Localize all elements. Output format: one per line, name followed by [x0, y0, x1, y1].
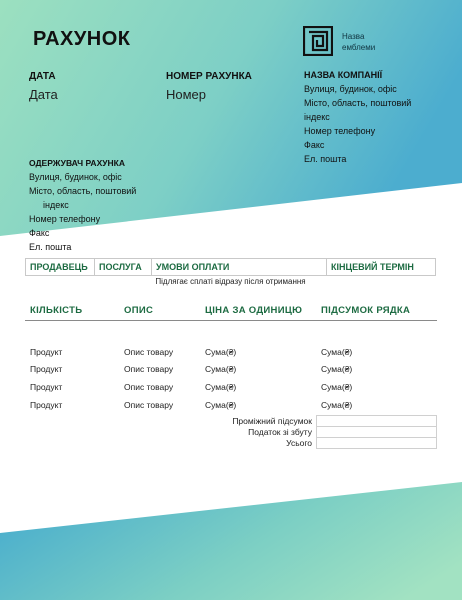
recipient-address-zip: індекс	[43, 200, 69, 210]
recipient-phone: Номер телефону	[29, 214, 101, 224]
recipient-email: Ел. пошта	[29, 242, 72, 252]
logo-text	[342, 31, 375, 53]
logo-text-line2: емблеми	[342, 43, 376, 52]
company-address-street: Вулиця, будинок, офіс	[304, 84, 397, 94]
row-description[interactable]: Опис товару	[124, 400, 174, 410]
row-unit-price[interactable]: Сума(₴)	[205, 400, 237, 410]
subtotal-label: Проміжний підсумок	[232, 416, 312, 426]
row-description[interactable]: Опис товару	[124, 364, 174, 374]
invoice-number-value[interactable]: Номер	[166, 87, 207, 102]
logo-text-line1: Назва	[342, 32, 365, 41]
terms-header-service: ПОСЛУГА	[95, 259, 152, 276]
row-unit-price[interactable]: Сума(₴)	[205, 347, 237, 357]
items-header-divider	[25, 320, 437, 321]
date-label: ДАТА	[29, 71, 56, 82]
recipient-fax: Факс	[29, 228, 50, 238]
company-phone: Номер телефону	[304, 126, 376, 136]
total-label: Усього	[286, 438, 312, 448]
date-value[interactable]: Дата	[29, 87, 58, 102]
col-header-quantity: КІЛЬКІСТЬ	[30, 305, 83, 316]
col-header-unit-price: ЦІНА ЗА ОДИНИЦЮ	[205, 305, 303, 316]
terms-table	[25, 258, 436, 276]
total-field[interactable]	[316, 437, 437, 449]
company-address-city: Місто, область, поштовий	[304, 98, 412, 108]
row-quantity[interactable]: Продукт	[30, 364, 63, 374]
row-line-total[interactable]: Сума(₴)	[321, 400, 353, 410]
terms-header-seller: ПРОДАВЕЦЬ	[26, 259, 95, 276]
company-fax: Факс	[304, 140, 325, 150]
maze-logo-icon	[303, 26, 333, 56]
row-line-total[interactable]: Сума(₴)	[321, 347, 353, 357]
recipient-label: ОДЕРЖУВАЧ РАХУНКА	[29, 158, 125, 168]
company-address-zip: індекс	[304, 112, 330, 122]
sales-tax-label: Податок зі збуту	[248, 427, 312, 437]
payment-note: Підлягає сплаті відразу після отримання	[155, 277, 306, 286]
row-unit-price[interactable]: Сума(₴)	[205, 382, 237, 392]
recipient-address-city: Місто, область, поштовий	[29, 186, 137, 196]
terms-header-due-date: КІНЦЕВИЙ ТЕРМІН	[327, 259, 436, 276]
row-line-total[interactable]: Сума(₴)	[321, 364, 353, 374]
invoice-title: РАХУНОК	[33, 28, 131, 50]
invoice-number-label: НОМЕР РАХУНКА	[166, 71, 252, 82]
terms-header-row	[26, 259, 436, 276]
recipient-block	[29, 156, 136, 254]
bottom-gradient-band	[0, 482, 462, 600]
company-block	[304, 68, 411, 166]
row-description[interactable]: Опис товару	[124, 347, 174, 357]
col-header-description: ОПИС	[124, 305, 154, 316]
row-description[interactable]: Опис товару	[124, 382, 174, 392]
row-quantity[interactable]: Продукт	[30, 347, 63, 357]
recipient-address-street: Вулиця, будинок, офіс	[29, 172, 122, 182]
row-line-total[interactable]: Сума(₴)	[321, 382, 353, 392]
row-unit-price[interactable]: Сума(₴)	[205, 364, 237, 374]
company-email: Ел. пошта	[304, 154, 347, 164]
company-name: НАЗВА КОМПАНІЇ	[304, 70, 383, 80]
terms-header-payment-terms: УМОВИ ОПЛАТИ	[152, 259, 327, 276]
row-quantity[interactable]: Продукт	[30, 382, 63, 392]
row-quantity[interactable]: Продукт	[30, 400, 63, 410]
col-header-line-total: ПІДСУМОК РЯДКА	[321, 305, 411, 316]
